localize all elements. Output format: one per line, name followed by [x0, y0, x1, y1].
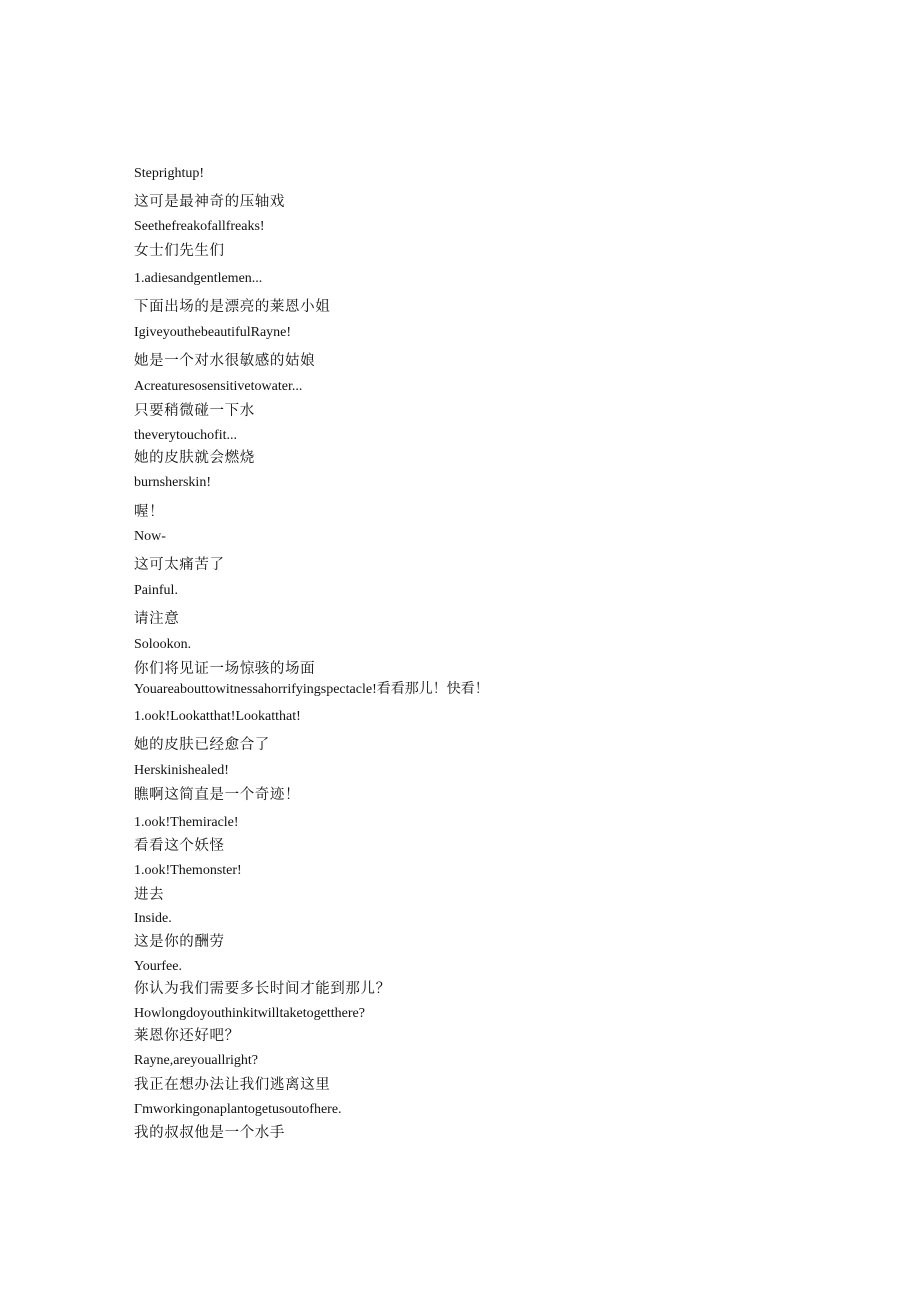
- subtitle-line: Painful.: [134, 583, 178, 598]
- subtitle-line: 请注意: [134, 611, 180, 627]
- subtitle-line: 1.ook!Themiracle!: [134, 815, 239, 830]
- subtitle-line: Now-: [134, 529, 166, 544]
- subtitle-line: 我的叔叔他是一个水手: [134, 1125, 285, 1141]
- subtitle-line: 我正在想办法让我们逃离这里: [134, 1077, 331, 1093]
- subtitle-line: Rayne,areyouallright?: [134, 1053, 259, 1068]
- subtitle-line: 你认为我们需要多长时间才能到那儿？: [134, 981, 391, 997]
- subtitle-line: 1.adiesandgentlemen...: [134, 271, 263, 286]
- subtitle-line: Youareabouttowitnessahorrifyingspectacle!看看那儿！快看！: [134, 682, 489, 697]
- subtitle-line: IgiveyouthebeautifulRayne!: [134, 325, 292, 340]
- subtitle-line: theverytouchofit...: [134, 428, 238, 443]
- subtitle-line: Herskinishealed!: [134, 763, 229, 778]
- subtitle-line: Howlongdoyouthinkitwilltaketogetthere?: [134, 1006, 365, 1021]
- subtitle-line: Steprightup!: [134, 166, 204, 181]
- subtitle-line: 1.ook!Lookatthat!Lookatthat!: [134, 709, 301, 724]
- subtitle-line: 你们将见证一场惊骇的场面: [134, 661, 316, 677]
- subtitle-line: 这可太痛苦了: [134, 557, 225, 573]
- subtitle-line: 喔！: [134, 504, 165, 520]
- subtitle-line: 下面出场的是漂亮的莱恩小姐: [134, 299, 331, 315]
- subtitle-line: 她的皮肤已经愈合了: [134, 737, 270, 753]
- subtitle-line: 女士们先生们: [134, 243, 225, 259]
- subtitle-line: Seethefreakofallfreaks!: [134, 219, 265, 234]
- subtitle-line: 进去: [134, 887, 165, 903]
- subtitle-line: 莱恩你还好吧？: [134, 1028, 240, 1044]
- subtitle-line: 看看这个妖怪: [134, 838, 225, 854]
- subtitle-line: burnsherskin!: [134, 475, 211, 490]
- subtitle-line: 瞧啊这简直是一个奇迹！: [134, 787, 301, 803]
- subtitle-line: 这是你的酬劳: [134, 934, 225, 950]
- subtitle-line: 这可是最神奇的压轴戏: [134, 194, 285, 210]
- subtitle-line: Yourfee.: [134, 959, 182, 974]
- subtitle-line: Solookon.: [134, 637, 192, 652]
- subtitle-line: Acreaturesosensitivetowater...: [134, 379, 303, 394]
- subtitle-line: 1.ook!Themonster!: [134, 863, 242, 878]
- subtitle-line: 她是一个对水很敏感的姑娘: [134, 353, 316, 369]
- subtitle-line: 只要稍微碰一下水: [134, 403, 255, 419]
- subtitle-line: Inside.: [134, 911, 172, 926]
- subtitle-line: 她的皮肤就会燃烧: [134, 450, 255, 466]
- subtitle-line: Γmworkingonaplantogetusoutofhere.: [134, 1102, 342, 1117]
